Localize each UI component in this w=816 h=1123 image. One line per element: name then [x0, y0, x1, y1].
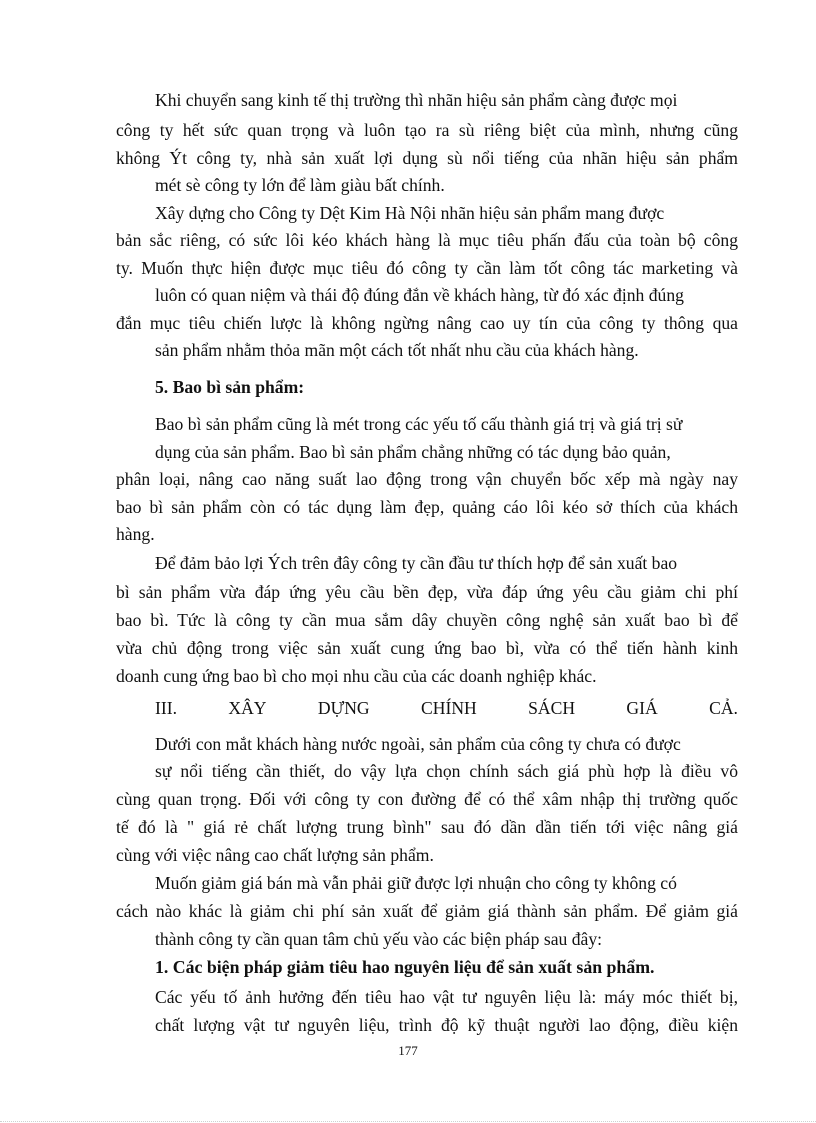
page-bottom-divider: [0, 1121, 816, 1122]
paragraph-5-line-1: Dưới con mắt khách hàng nước ngoài, sản phẩm của công ty chưa có được: [155, 734, 681, 754]
heading-word: CẢ.: [709, 698, 738, 718]
paragraph-2-line-5: đắn mục tiêu chiến lược là không ngừng nâng cao uy tín của công ty thông qua: [116, 313, 738, 333]
paragraph-7-line-1: Các yếu tố ảnh hưởng đến tiêu hao vật tư nguyên liệu là: máy móc thiết bị,: [155, 987, 738, 1007]
paragraph-4-line-2: bì sản phẩm vừa đáp ứng yêu cầu bền đẹp, vừa đáp ứng yêu cầu giảm chi phí: [116, 582, 738, 602]
paragraph-5-line-4: tế đó là " giá rẻ chất lượng trung bình" sau đó dần dần tiến tới việc nâng giá: [116, 817, 738, 837]
paragraph-3-line-2: dụng của sản phẩm. Bao bì sản phẩm chẳng những có tác dụng bảo quản,: [155, 442, 671, 462]
heading-word: CHÍNH: [421, 698, 477, 718]
paragraph-1-line-3: không Ýt công ty, nhà sản xuất lợi dụng sù nổi tiếng của nhãn hiệu sản phẩm: [116, 148, 738, 168]
paragraph-4-line-5: doanh cung ứng bao bì cho mọi nhu cầu của các doanh nghiệp khác.: [116, 666, 597, 686]
paragraph-2-line-4: luôn có quan niệm và thái độ đúng đắn về khách hàng, từ đó xác định đúng: [155, 285, 684, 305]
page-number: 177: [398, 1043, 418, 1058]
paragraph-3-line-1: Bao bì sản phẩm cũng là mét trong các yếu tố cấu thành giá trị và giá trị sử: [155, 414, 683, 434]
heading-word: DỰNG: [317, 698, 370, 718]
paragraph-7-line-2: chất lượng vật tư nguyên liệu, trình độ kỹ thuật người lao động, điều kiện: [155, 1015, 738, 1035]
paragraph-6-line-2: cách nào khác là giảm chi phí sản xuất để giảm giá thành sản phẩm. Để giảm giá: [116, 901, 738, 921]
heading-word: SÁCH: [528, 698, 576, 718]
paragraph-3-line-4: bao bì sản phẩm còn có tác dụng làm đẹp, quảng cáo lôi kéo sở thích của khách: [116, 497, 738, 517]
section-heading-material-reduction: 1. Các biện pháp giảm tiêu hao nguyên liệu để sản xuất sản phẩm.: [155, 957, 655, 977]
paragraph-5-line-3: cùng quan trọng. Đối với công ty con đường để có thể xâm nhập thị trường quốc: [116, 789, 738, 809]
paragraph-5-line-2: sự nổi tiếng cần thiết, do vậy lựa chọn chính sách giá phù hợp là điều vô: [155, 761, 738, 781]
heading-word: XÂY: [228, 698, 267, 718]
paragraph-3-line-5: hàng.: [116, 524, 155, 544]
paragraph-5-line-5: cùng với việc nâng cao chất lượng sản phẩm.: [116, 845, 434, 865]
paragraph-1-line-1: Khi chuyển sang kinh tế thị trường thì nhãn hiệu sản phẩm càng được mọi: [155, 90, 678, 110]
paragraph-2-line-6: sản phẩm nhằm thỏa mãn một cách tốt nhất nhu cầu của khách hàng.: [155, 340, 639, 360]
paragraph-4-line-4: vừa chủ động trong việc sản xuất cung ứng bao bì, vừa có thể tiến hành kinh: [116, 638, 738, 658]
paragraph-2-line-2: bản sắc riêng, có sức lôi kéo khách hàng là mục tiêu phấn đấu của toàn bộ công: [116, 230, 738, 250]
heading-word: III.: [155, 698, 177, 718]
section-heading-pricing-policy: [155, 696, 738, 720]
heading-word: GIÁ: [626, 698, 658, 718]
paragraph-3-line-3: phân loại, nâng cao năng suất lao động trong vận chuyển bốc xếp mà ngày nay: [116, 469, 738, 489]
paragraph-4-line-3: bao bì. Tức là công ty cần mua sắm dây chuyền công nghệ sản xuất bao bì để: [116, 610, 738, 630]
paragraph-1-line-2: công ty hết sức quan trọng và luôn tạo ra sù riêng biệt của mình, nhưng cũng: [116, 120, 738, 140]
paragraph-2-line-3: ty. Muốn thực hiện được mục tiêu đó công ty cần làm tốt công tác marketing và: [116, 258, 738, 278]
paragraph-4-line-1: Để đảm bảo lợi Ých trên đây công ty cần đầu tư thích hợp để sản xuất bao: [155, 553, 678, 573]
paragraph-6-line-3: thành công ty cần quan tâm chủ yếu vào các biện pháp sau đây:: [155, 929, 603, 949]
paragraph-1-line-4: mét sè công ty lớn để làm giàu bất chính.: [155, 175, 445, 195]
paragraph-2-line-1: Xây dựng cho Công ty Dệt Kim Hà Nội nhãn hiệu sản phẩm mang được: [155, 203, 665, 223]
paragraph-6-line-1: Muốn giảm giá bán mà vẫn phải giữ được lợi nhuận cho công ty không có: [155, 873, 677, 893]
section-heading-packaging: 5. Bao bì sản phẩm:: [155, 377, 305, 397]
